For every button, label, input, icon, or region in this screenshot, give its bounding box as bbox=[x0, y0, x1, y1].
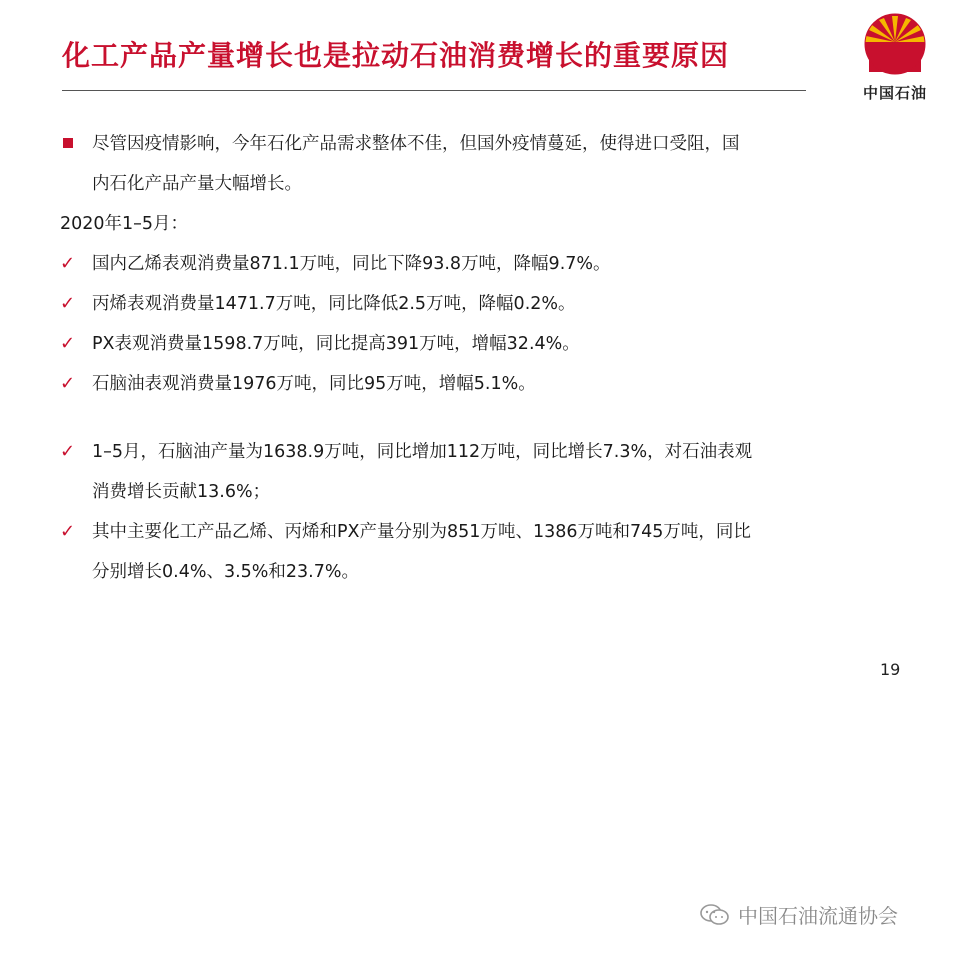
wechat-icon bbox=[700, 903, 730, 927]
logo-sunburst-icon bbox=[863, 12, 927, 76]
checkmark-icon: ✓ bbox=[60, 333, 76, 354]
watermark bbox=[700, 900, 898, 929]
intro-line: 内石化产品产量大幅增长。 bbox=[92, 174, 302, 194]
production-line: 其中主要化工产品乙烯、丙烯和PX产量分别为851万吨、1386万吨和745万吨，同比 bbox=[92, 522, 751, 542]
stat-text: 国内乙烯表观消费量871.1万吨，同比下降93.8万吨，降幅9.7%。 bbox=[92, 254, 611, 274]
page-number: 19 bbox=[880, 660, 901, 679]
intro-paragraph bbox=[60, 124, 900, 204]
stat-item bbox=[60, 244, 900, 284]
checkmark-icon: ✓ bbox=[60, 521, 76, 542]
checkmark-icon: ✓ bbox=[60, 253, 76, 274]
stat-text: 石脑油表观消费量1976万吨，同比95万吨，增幅5.1%。 bbox=[92, 374, 536, 394]
production-line: 1–5月，石脑油产量为1638.9万吨，同比增加112万吨，同比增长7.3%，对石油表观 bbox=[92, 442, 753, 462]
slide-body bbox=[60, 124, 900, 592]
checkmark-icon: ✓ bbox=[60, 293, 76, 314]
company-logo bbox=[855, 12, 935, 103]
section-gap bbox=[60, 404, 900, 432]
watermark-text: 中国石油流通协会 bbox=[738, 904, 898, 928]
checkmark-icon: ✓ bbox=[60, 441, 76, 462]
production-item bbox=[60, 432, 900, 512]
square-bullet-icon bbox=[63, 138, 73, 148]
slide-title: 化工产品产量增长也是拉动石油消费增长的重要原因 bbox=[62, 39, 730, 72]
production-line: 分别增长0.4%、3.5%和23.7%。 bbox=[92, 562, 360, 582]
stat-text: 丙烯表观消费量1471.7万吨，同比降低2.5万吨，降幅0.2%。 bbox=[92, 294, 576, 314]
production-line: 消费增长贡献13.6%； bbox=[92, 482, 271, 502]
checkmark-icon: ✓ bbox=[60, 373, 76, 394]
period-label: 2020年1–5月： bbox=[60, 214, 189, 234]
title-divider bbox=[62, 90, 806, 91]
stat-item bbox=[60, 324, 900, 364]
stat-text: PX表观消费量1598.7万吨，同比提高391万吨，增幅32.4%。 bbox=[92, 334, 580, 354]
logo-text: 中国石油 bbox=[862, 84, 927, 102]
stat-item bbox=[60, 284, 900, 324]
production-item bbox=[60, 512, 900, 592]
stat-item bbox=[60, 364, 900, 404]
intro-line: 尽管因疫情影响，今年石化产品需求整体不佳，但国外疫情蔓延，使得进口受阻，国 bbox=[92, 134, 740, 154]
